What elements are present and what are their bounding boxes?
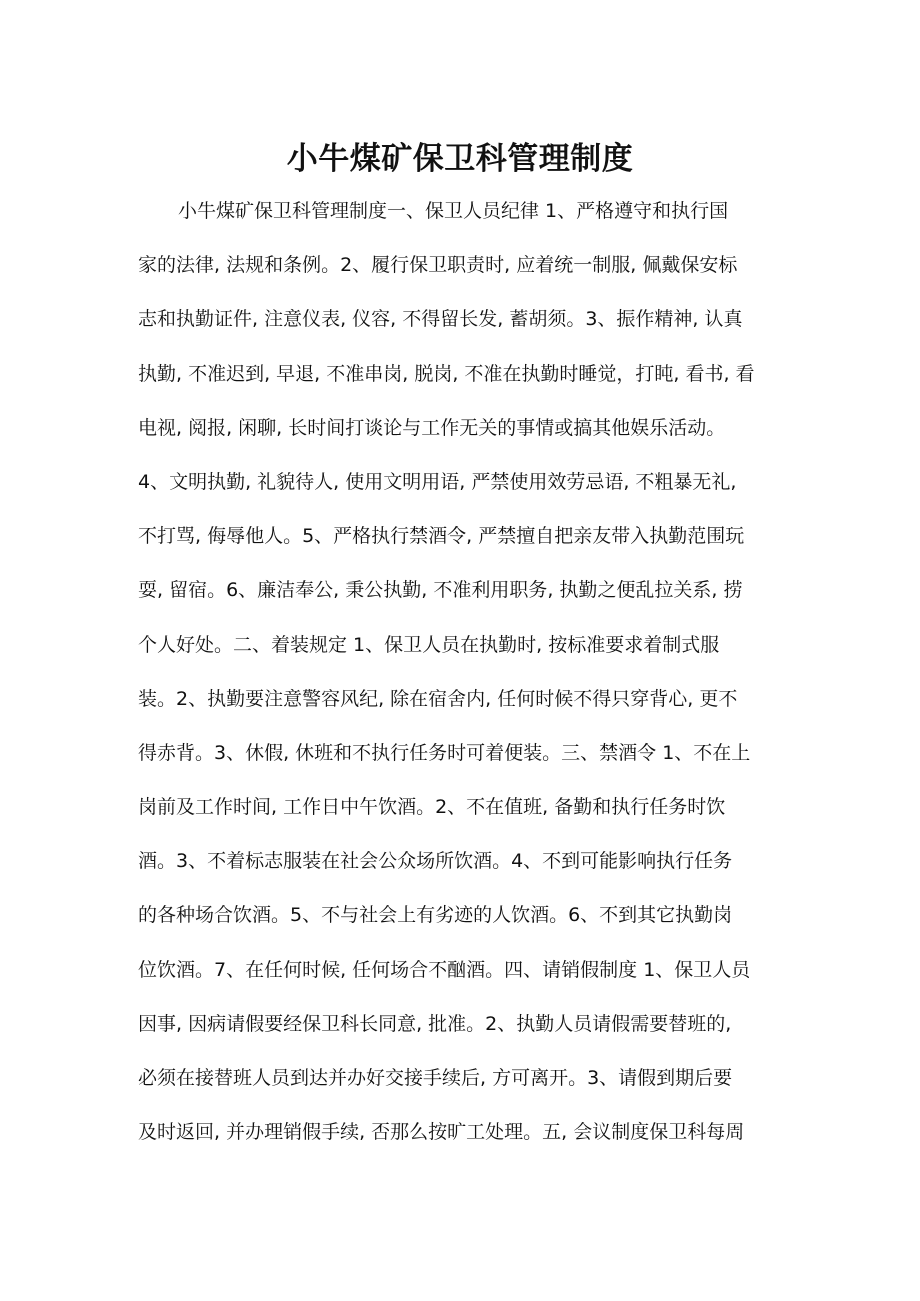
- document-body: [138, 184, 778, 1159]
- paragraph-line: 个人好处。二、着装规定 1、保卫人员在执勤时, 按标准要求着制式服: [138, 633, 720, 656]
- paragraph-line: 电视, 阅报, 闲聊, 长时间打谈论与工作无关的事情或搞其他娱乐活动。: [138, 416, 726, 439]
- paragraph-line: 岗前及工作时间, 工作日中午饮酒。2、不在值班, 备勤和执行任务时饮: [138, 796, 726, 819]
- paragraph-line: 酒。3、不着标志服装在社会公众场所饮酒。4、不到可能影响执行任务: [138, 850, 733, 873]
- paragraph-line: 4、文明执勤, 礼貌待人, 使用文明用语, 严禁使用效劳忌语, 不粗暴无礼,: [138, 470, 737, 493]
- paragraph-line: 志和执勤证件, 注意仪表, 仪容, 不得留长发, 蓄胡须。3、振作精神, 认真: [138, 308, 743, 331]
- document-title: 小牛煤矿保卫科管理制度: [286, 140, 634, 177]
- paragraph-line: 的各种场合饮酒。5、不与社会上有劣迹的人饮酒。6、不到其它执勤岗: [138, 904, 733, 927]
- paragraph-line: 家的法律, 法规和条例。2、履行保卫职责时, 应着统一制服, 佩戴保安标: [138, 254, 738, 277]
- paragraph-line: 不打骂, 侮辱他人。5、严格执行禁酒令, 严禁擅自把亲友带入执勤范围玩: [138, 525, 745, 548]
- paragraph-line: 得赤背。3、休假, 休班和不执行任务时可着便装。三、禁酒令 1、不在上: [138, 741, 751, 764]
- paragraph-line: 装。2、执勤要注意警容风纪, 除在宿舍内, 任何时候不得只穿背心, 更不: [138, 687, 738, 710]
- paragraph-line: 必须在接替班人员到达并办好交接手续后, 方可离开。3、请假到期后要: [138, 1067, 733, 1089]
- paragraph-line: 位饮酒。7、在任何时候, 任何场合不酗酒。四、请销假制度 1、保卫人员: [138, 958, 751, 981]
- paragraph-line: 因事, 因病请假要经保卫科长同意, 批准。2、执勤人员请假需要替班的,: [138, 1012, 732, 1035]
- paragraph-line: 耍, 留宿。6、廉洁奉公, 秉公执勤, 不准利用职务, 执勤之便乱拉关系, 捞: [138, 579, 743, 602]
- paragraph-line: 小牛煤矿保卫科管理制度一、保卫人员纪律 1、严格遵守和执行国: [178, 200, 729, 222]
- paragraph-line: 执勤, 不准迟到, 早退, 不准串岗, 脱岗, 不准在执勤时睡觉，打盹, 看书, 看: [138, 362, 755, 385]
- paragraph-line: 及时返回, 并办理销假手续, 否那么按旷工处理。五, 会议制度保卫科每周: [138, 1121, 745, 1144]
